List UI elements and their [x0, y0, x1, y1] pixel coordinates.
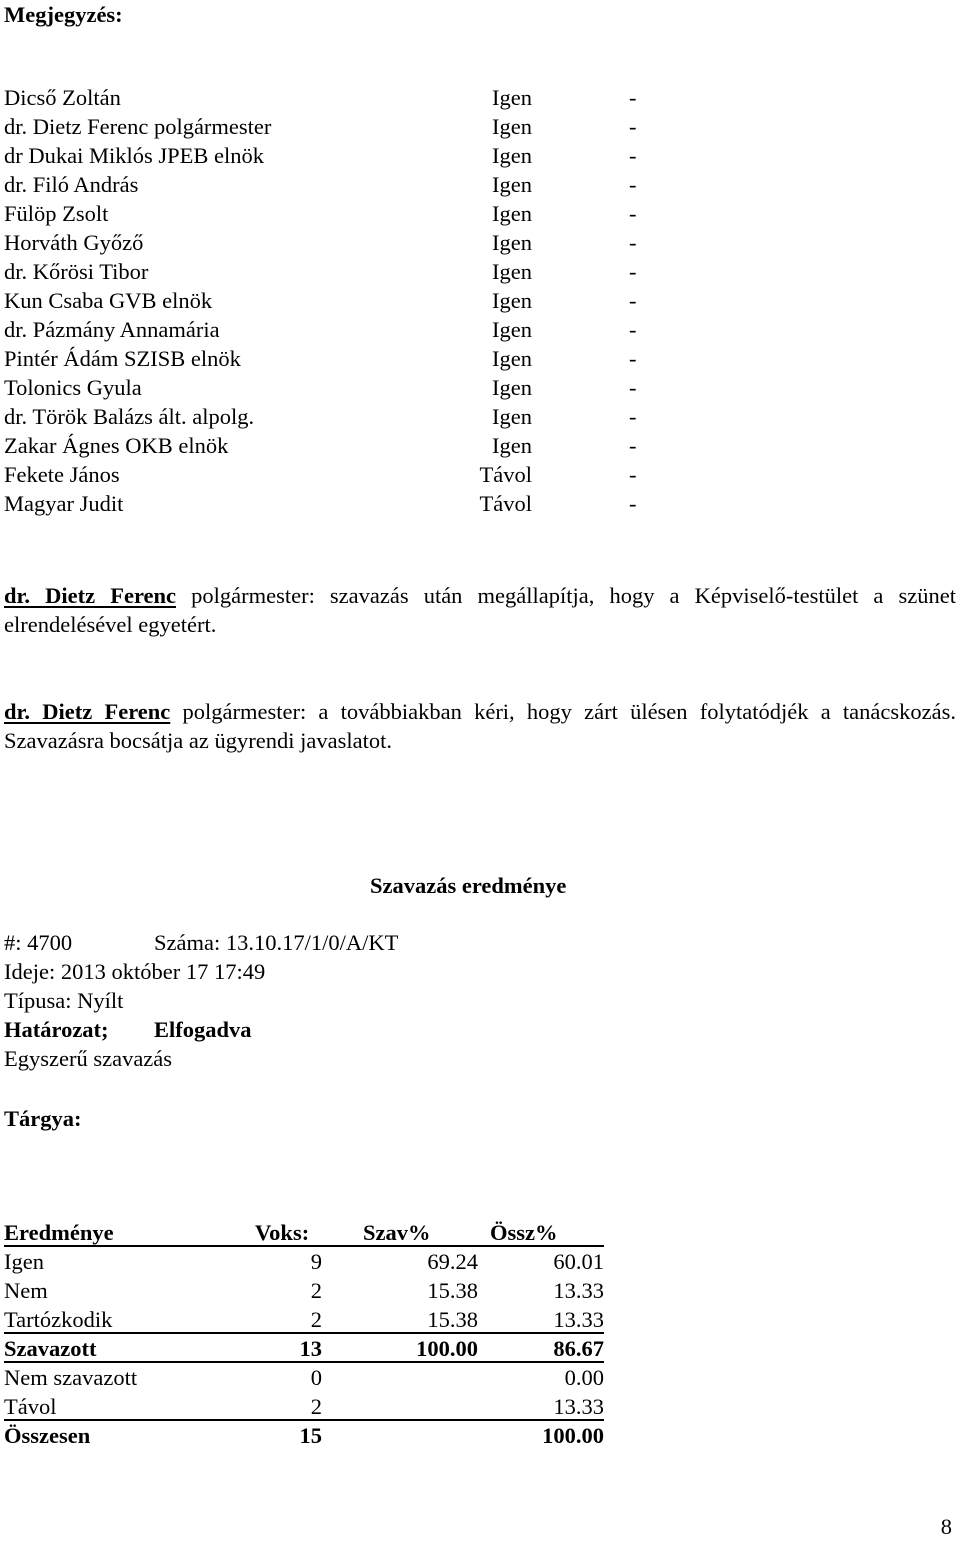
voter-name: dr. Pázmány Annamária	[4, 317, 220, 342]
vote-row	[4, 83, 704, 112]
result-ossz: 100.00	[542, 1423, 604, 1448]
voter-name: Horváth Győző	[4, 230, 144, 255]
vote-dash: -	[629, 114, 637, 139]
vote-decision-row	[4, 1015, 265, 1044]
result-voks: 15	[299, 1423, 322, 1448]
vote-dash: -	[629, 259, 637, 284]
vote-value: Igen	[492, 172, 532, 197]
vote-dash: -	[629, 375, 637, 400]
voter-name: dr Dukai Miklós JPEB elnök	[4, 143, 265, 168]
statement-text: polgármester: szavazás után megállapítja, hogy a Képviselő-testület a szünet elrendelésével egyetért.	[4, 583, 956, 637]
vote-row	[4, 373, 704, 402]
result-label: Összesen	[4, 1423, 91, 1448]
voter-name: Kun Csaba GVB elnök	[4, 288, 213, 313]
vote-row	[4, 286, 704, 315]
vote-row	[4, 402, 704, 431]
voter-name: Tolonics Gyula	[4, 375, 142, 400]
vote-dash: -	[629, 433, 637, 458]
page-number: 8	[940, 1514, 952, 1539]
result-voks: 13	[299, 1336, 322, 1361]
page-heading: Megjegyzés:	[4, 2, 123, 27]
vote-result-title: Szavazás eredménye	[370, 873, 567, 898]
results-row-nem	[4, 1276, 604, 1305]
vote-row	[4, 199, 704, 228]
vote-dash: -	[629, 201, 637, 226]
results-table	[4, 1218, 604, 1450]
vote-dash: -	[629, 317, 637, 342]
vote-row	[4, 315, 704, 344]
voter-name: dr. Kőrösi Tibor	[4, 259, 149, 284]
result-label: Tartózkodik	[4, 1307, 113, 1332]
result-ossz: 0.00	[564, 1365, 604, 1390]
decision-label: Határozat;	[4, 1017, 109, 1042]
result-ossz: 13.33	[553, 1394, 604, 1419]
vote-value: Igen	[492, 114, 532, 139]
header-ossz: Össz%	[490, 1220, 558, 1245]
result-label: Nem	[4, 1278, 48, 1303]
vote-dash: -	[629, 230, 637, 255]
voter-name: Fekete János	[4, 462, 120, 487]
vote-value: Távol	[479, 462, 532, 487]
result-label: Nem szavazott	[4, 1365, 138, 1390]
vote-dash: -	[629, 85, 637, 110]
vote-row	[4, 141, 704, 170]
result-szav: 100.00	[416, 1336, 478, 1361]
mayor-statement-closed-session	[4, 697, 956, 755]
result-label: Igen	[4, 1249, 44, 1274]
vote-info	[4, 928, 399, 1073]
vote-id-row	[4, 928, 399, 957]
vote-mode: Egyszerű szavazás	[4, 1046, 173, 1071]
vote-value: Igen	[492, 433, 532, 458]
results-row-osszesen	[4, 1421, 604, 1450]
voter-name: Dicső Zoltán	[4, 85, 121, 110]
result-ossz: 60.01	[553, 1249, 604, 1274]
vote-dash: -	[629, 288, 637, 313]
vote-value: Igen	[492, 346, 532, 371]
speaker-name: dr. Dietz Ferenc	[4, 699, 171, 724]
voter-name: dr. Filó András	[4, 172, 139, 197]
result-ossz: 13.33	[553, 1307, 604, 1332]
results-row-szavazott	[4, 1334, 604, 1363]
vote-dash: -	[629, 143, 637, 168]
header-voks: Voks:	[255, 1220, 310, 1245]
speaker-name: dr. Dietz Ferenc	[4, 583, 177, 608]
vote-row	[4, 489, 704, 518]
results-row-tartozkodik	[4, 1305, 604, 1334]
vote-value: Igen	[492, 85, 532, 110]
vote-row	[4, 460, 704, 489]
vote-row	[4, 257, 704, 286]
vote-time: Ideje: 2013 október 17 17:49	[4, 959, 266, 984]
results-header-row	[4, 1218, 604, 1247]
vote-type: Típusa: Nyílt	[4, 988, 124, 1013]
result-ossz: 13.33	[553, 1278, 604, 1303]
vote-row	[4, 431, 704, 460]
voter-name: dr. Dietz Ferenc polgármester	[4, 114, 272, 139]
vote-value: Igen	[492, 259, 532, 284]
result-voks: 9	[310, 1249, 322, 1274]
vote-value: Igen	[492, 317, 532, 342]
result-szav: 15.38	[427, 1307, 478, 1332]
vote-value: Távol	[479, 491, 532, 516]
subject-label: Tárgya:	[4, 1106, 82, 1131]
result-voks: 0	[310, 1365, 322, 1390]
vote-row	[4, 112, 704, 141]
header-szav: Szav%	[363, 1220, 431, 1245]
vote-list	[4, 83, 704, 518]
vote-value: Igen	[492, 288, 532, 313]
results-row-nem-szavazott	[4, 1363, 604, 1392]
vote-value: Igen	[492, 201, 532, 226]
results-row-igen	[4, 1247, 604, 1276]
vote-dash: -	[629, 404, 637, 429]
vote-dash: -	[629, 491, 637, 516]
vote-value: Igen	[492, 404, 532, 429]
mayor-statement-recess	[4, 581, 956, 639]
statement-text: polgármester: a továbbiakban kéri, hogy zárt ülésen folytatódjék a tanácskozás. Szavazásra bocsátja az ügyrendi javaslatot.	[4, 699, 956, 753]
vote-id: #: 4700	[4, 930, 73, 955]
voter-name: Fülöp Zsolt	[4, 201, 109, 226]
voter-name: Magyar Judit	[4, 491, 124, 516]
vote-dash: -	[629, 172, 637, 197]
voter-name: Zakar Ágnes OKB elnök	[4, 433, 229, 458]
vote-row	[4, 344, 704, 373]
voter-name: Pintér Ádám SZISB elnök	[4, 346, 241, 371]
vote-row	[4, 228, 704, 257]
vote-value: Igen	[492, 375, 532, 400]
result-voks: 2	[310, 1394, 322, 1419]
result-voks: 2	[310, 1278, 322, 1303]
decision-value: Elfogadva	[154, 1017, 252, 1042]
result-label: Szavazott	[4, 1336, 97, 1361]
result-label: Távol	[4, 1394, 57, 1419]
vote-number: Száma: 13.10.17/1/0/A/KT	[154, 930, 399, 955]
result-ossz: 86.67	[553, 1336, 604, 1361]
vote-value: Igen	[492, 143, 532, 168]
vote-dash: -	[629, 462, 637, 487]
result-szav: 69.24	[427, 1249, 478, 1274]
vote-dash: -	[629, 346, 637, 371]
vote-value: Igen	[492, 230, 532, 255]
voter-name: dr. Török Balázs ált. alpolg.	[4, 404, 255, 429]
header-result: Eredménye	[4, 1220, 114, 1245]
result-voks: 2	[310, 1307, 322, 1332]
vote-row	[4, 170, 704, 199]
results-row-tavol	[4, 1392, 604, 1421]
result-szav: 15.38	[427, 1278, 478, 1303]
